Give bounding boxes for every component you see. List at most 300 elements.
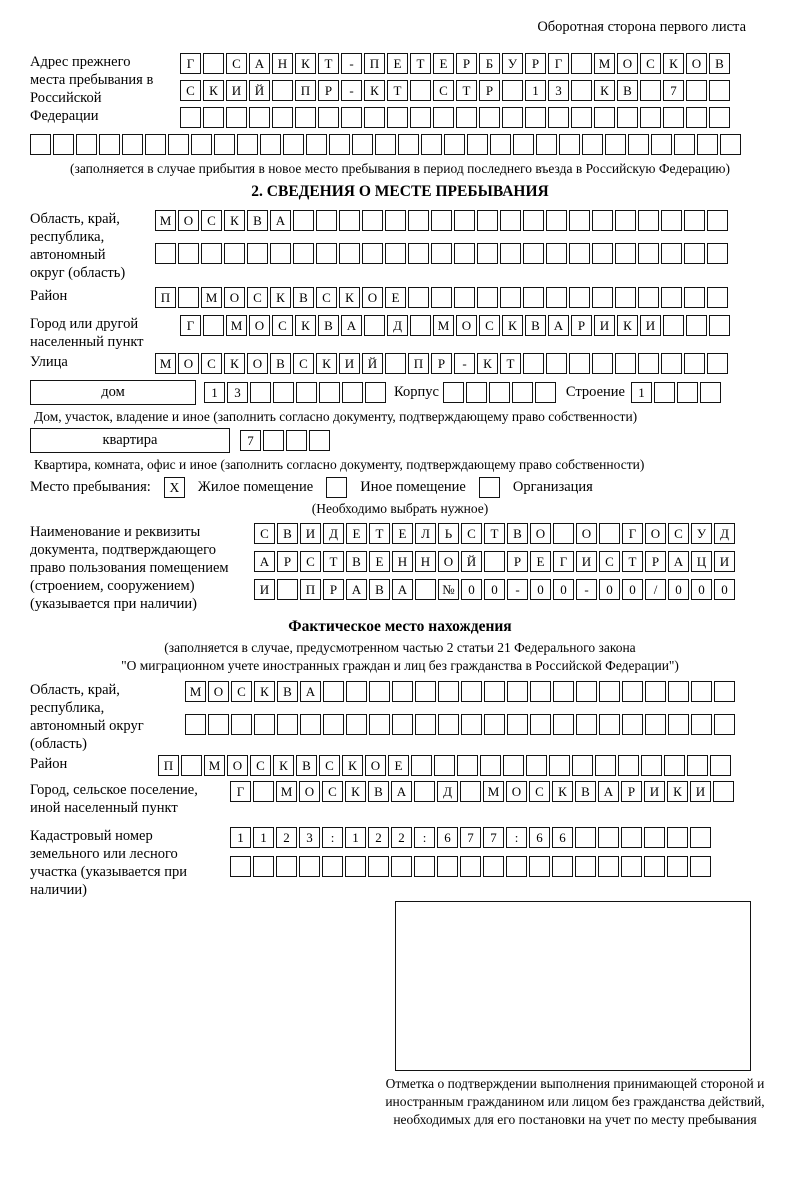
char-box: О — [686, 53, 707, 74]
char-box — [323, 681, 344, 702]
char-box: Р — [525, 53, 546, 74]
char-box: : — [506, 827, 527, 848]
char-box: Д — [323, 523, 344, 544]
char-box: С — [300, 551, 321, 572]
char-box — [431, 210, 452, 231]
char-box: Е — [369, 551, 390, 572]
char-box — [638, 243, 659, 264]
char-row — [230, 781, 734, 802]
char-box — [237, 134, 258, 155]
char-box — [408, 210, 429, 231]
char-box — [575, 827, 596, 848]
char-box: К — [270, 287, 291, 308]
char-box — [454, 243, 475, 264]
char-box — [582, 134, 603, 155]
char-box: О — [645, 523, 666, 544]
char-box — [214, 134, 235, 155]
char-box — [339, 210, 360, 231]
char-box — [546, 243, 567, 264]
char-box: П — [408, 353, 429, 374]
char-box — [530, 681, 551, 702]
city-field — [30, 315, 770, 351]
char-box: В — [369, 579, 390, 600]
char-box — [178, 287, 199, 308]
char-box — [391, 856, 412, 877]
option-other-premises-label: Иное помещение — [360, 479, 466, 495]
char-box: К — [273, 755, 294, 776]
char-box — [345, 856, 366, 877]
char-box — [638, 353, 659, 374]
char-box — [224, 243, 245, 264]
char-box — [684, 243, 705, 264]
char-box — [644, 856, 665, 877]
char-box — [546, 353, 567, 374]
char-box — [513, 134, 534, 155]
char-box — [460, 856, 481, 877]
char-box — [30, 134, 51, 155]
char-row — [155, 287, 728, 308]
char-box — [437, 856, 458, 877]
char-box: 6 — [552, 827, 573, 848]
char-box — [512, 382, 533, 403]
char-box: И — [300, 523, 321, 544]
char-box — [490, 134, 511, 155]
char-box: 2 — [391, 827, 412, 848]
char-box — [277, 714, 298, 735]
char-box — [410, 315, 431, 336]
char-box: М — [594, 53, 615, 74]
char-box — [484, 714, 505, 735]
char-box: Е — [392, 523, 413, 544]
char-box — [594, 107, 615, 128]
char-box: О — [247, 353, 268, 374]
char-box: 7 — [483, 827, 504, 848]
cadastre-rows — [230, 827, 711, 877]
char-box — [640, 80, 661, 101]
district-field — [30, 287, 770, 308]
char-box — [484, 551, 505, 572]
char-box: К — [552, 781, 573, 802]
char-box: У — [691, 523, 712, 544]
char-box — [392, 681, 413, 702]
char-box — [300, 714, 321, 735]
char-box: К — [477, 353, 498, 374]
option-residential-label: Жилое помещение — [197, 479, 314, 495]
char-box — [713, 781, 734, 802]
char-box — [411, 755, 432, 776]
actual-region-rows — [185, 681, 735, 735]
char-box: : — [414, 827, 435, 848]
char-box — [598, 827, 619, 848]
title-document-label: Наименование и реквизиты документа, подтверждающего право пользования помещением (строением, сооружением) (указывается при наличии) — [30, 524, 229, 612]
char-box: В — [368, 781, 389, 802]
char-box: 0 — [691, 579, 712, 600]
char-box — [569, 287, 590, 308]
char-box: 1 — [230, 827, 251, 848]
char-box — [684, 287, 705, 308]
char-box: М — [204, 755, 225, 776]
char-box: О — [456, 315, 477, 336]
char-box — [410, 80, 431, 101]
char-box — [569, 243, 590, 264]
char-box — [273, 382, 294, 403]
cadastre-field — [30, 827, 770, 899]
char-box — [316, 210, 337, 231]
char-box: О — [506, 781, 527, 802]
char-box — [283, 134, 304, 155]
char-box: Г — [548, 53, 569, 74]
char-row — [155, 243, 728, 264]
char-box: Р — [323, 579, 344, 600]
char-box — [286, 430, 307, 451]
char-box: 7 — [240, 430, 261, 451]
char-box — [454, 287, 475, 308]
char-box: С — [201, 353, 222, 374]
char-box — [622, 681, 643, 702]
char-box — [507, 714, 528, 735]
char-box — [230, 856, 251, 877]
char-box — [664, 755, 685, 776]
char-box — [479, 107, 500, 128]
char-box — [270, 243, 291, 264]
char-box: О — [299, 781, 320, 802]
char-box: С — [316, 287, 337, 308]
char-box: А — [548, 315, 569, 336]
char-box — [615, 243, 636, 264]
char-box: 3 — [548, 80, 569, 101]
char-box: О — [208, 681, 229, 702]
char-box — [398, 134, 419, 155]
cadastre-label: Кадастровый номер земельного или лесного участка (указывается при наличии) — [30, 828, 187, 898]
char-box: М — [201, 287, 222, 308]
char-box — [421, 134, 442, 155]
char-box — [507, 681, 528, 702]
char-box: И — [640, 315, 661, 336]
char-box — [438, 681, 459, 702]
char-box: О — [438, 551, 459, 572]
char-box: Г — [553, 551, 574, 572]
char-box: Т — [369, 523, 390, 544]
char-box: К — [339, 287, 360, 308]
char-box: И — [339, 353, 360, 374]
char-box: Е — [387, 53, 408, 74]
char-box — [599, 681, 620, 702]
char-box — [293, 243, 314, 264]
char-box: С — [529, 781, 550, 802]
char-box — [503, 755, 524, 776]
confirmation-stamp-area — [395, 901, 751, 1071]
char-box — [433, 107, 454, 128]
actual-region-field — [30, 681, 770, 753]
char-box: В — [318, 315, 339, 336]
char-box — [145, 134, 166, 155]
char-box: А — [270, 210, 291, 231]
char-box — [617, 107, 638, 128]
char-box — [385, 243, 406, 264]
char-box: С — [254, 523, 275, 544]
char-box: Т — [622, 551, 643, 572]
char-box — [546, 210, 567, 231]
char-box: Р — [621, 781, 642, 802]
stroenie-label: Строение — [565, 384, 625, 400]
char-box: В — [293, 287, 314, 308]
char-box — [249, 107, 270, 128]
char-box: С — [479, 315, 500, 336]
char-box — [686, 107, 707, 128]
char-box — [500, 287, 521, 308]
char-box — [598, 856, 619, 877]
char-box: Р — [507, 551, 528, 572]
char-box: Д — [714, 523, 735, 544]
char-box — [299, 856, 320, 877]
char-box — [500, 210, 521, 231]
char-box — [618, 755, 639, 776]
char-box: 0 — [599, 579, 620, 600]
char-box — [392, 714, 413, 735]
char-box: С — [247, 287, 268, 308]
char-box: А — [249, 53, 270, 74]
char-box — [690, 827, 711, 848]
char-box: И — [594, 315, 615, 336]
char-box — [277, 579, 298, 600]
char-box — [385, 353, 406, 374]
char-box — [385, 210, 406, 231]
char-box — [489, 382, 510, 403]
char-box: И — [644, 781, 665, 802]
char-box — [316, 243, 337, 264]
char-box — [203, 53, 224, 74]
char-box: В — [270, 353, 291, 374]
char-box: К — [364, 80, 385, 101]
char-box — [536, 134, 557, 155]
char-row — [230, 827, 711, 848]
char-box: К — [316, 353, 337, 374]
char-box — [408, 287, 429, 308]
char-box: А — [391, 781, 412, 802]
char-box — [523, 353, 544, 374]
char-box — [663, 315, 684, 336]
char-box: 3 — [227, 382, 248, 403]
char-box: В — [277, 681, 298, 702]
char-box — [661, 287, 682, 308]
char-box — [352, 134, 373, 155]
district-label: Район — [30, 288, 68, 304]
char-box — [709, 80, 730, 101]
char-box: 3 — [299, 827, 320, 848]
char-box — [571, 107, 592, 128]
char-box: О — [530, 523, 551, 544]
char-box: В — [277, 523, 298, 544]
char-box: 0 — [553, 579, 574, 600]
char-box: / — [645, 579, 666, 600]
char-box: Л — [415, 523, 436, 544]
char-box — [687, 755, 708, 776]
char-box: 2 — [276, 827, 297, 848]
char-box: С — [640, 53, 661, 74]
char-box — [709, 315, 730, 336]
char-row — [180, 53, 730, 74]
char-box — [605, 134, 626, 155]
char-box: К — [295, 53, 316, 74]
char-box — [615, 287, 636, 308]
char-box — [644, 827, 665, 848]
char-box — [720, 134, 741, 155]
char-box: О — [178, 353, 199, 374]
char-box — [415, 579, 436, 600]
stay-type-note: (Необходимо выбрать нужное) — [311, 501, 489, 516]
char-box: Н — [415, 551, 436, 572]
char-box — [641, 755, 662, 776]
char-box — [53, 134, 74, 155]
char-box: С — [250, 755, 271, 776]
actual-district-field — [30, 755, 770, 776]
char-box: А — [346, 579, 367, 600]
prev-address-note: (заполняется в случае прибытия в новое место пребывания в период последнего въезда в Российскую Федерацию) — [69, 161, 731, 176]
char-box: К — [203, 80, 224, 101]
char-box — [438, 714, 459, 735]
actual-location-note-line2: "О миграционном учете иностранных граждан и лиц без гражданства в Российской Федерации") — [121, 658, 679, 673]
char-box — [523, 210, 544, 231]
char-box: - — [454, 353, 475, 374]
char-box — [484, 681, 505, 702]
char-box: В — [617, 80, 638, 101]
char-box — [535, 382, 556, 403]
street-label: Улица — [30, 354, 68, 370]
char-box — [654, 382, 675, 403]
char-box: С — [272, 315, 293, 336]
char-box: Й — [249, 80, 270, 101]
char-box — [460, 781, 481, 802]
checkbox-other-premises — [326, 477, 347, 498]
char-box: А — [341, 315, 362, 336]
char-box — [414, 856, 435, 877]
char-box — [548, 107, 569, 128]
char-box: Г — [180, 315, 201, 336]
char-box: 0 — [668, 579, 689, 600]
region-field — [30, 210, 770, 282]
char-box — [322, 856, 343, 877]
char-box — [339, 243, 360, 264]
char-box — [530, 714, 551, 735]
char-box — [529, 856, 550, 877]
char-box — [457, 755, 478, 776]
char-box — [638, 210, 659, 231]
char-box: Т — [323, 551, 344, 572]
char-box: С — [322, 781, 343, 802]
char-box — [295, 107, 316, 128]
char-box — [208, 714, 229, 735]
char-box: 0 — [530, 579, 551, 600]
section2-title: 2. СВЕДЕНИЯ О МЕСТЕ ПРЕБЫВАНИЯ — [251, 183, 549, 200]
char-box — [408, 243, 429, 264]
char-box — [318, 107, 339, 128]
char-box — [622, 714, 643, 735]
region-label: Область, край, республика, автономный округ (область) — [30, 211, 126, 281]
char-row — [158, 755, 731, 776]
char-box: - — [576, 579, 597, 600]
char-box — [263, 430, 284, 451]
char-box — [191, 134, 212, 155]
char-box: Е — [346, 523, 367, 544]
char-box — [477, 243, 498, 264]
char-box — [686, 80, 707, 101]
char-box — [365, 382, 386, 403]
char-box — [525, 107, 546, 128]
char-box: Т — [500, 353, 521, 374]
char-box — [506, 856, 527, 877]
char-box — [707, 353, 728, 374]
char-box — [621, 856, 642, 877]
char-box: В — [709, 53, 730, 74]
char-box: Р — [318, 80, 339, 101]
char-box: С — [599, 551, 620, 572]
char-box — [710, 755, 731, 776]
char-box — [467, 134, 488, 155]
char-box — [368, 856, 389, 877]
char-box — [346, 681, 367, 702]
char-box: - — [341, 53, 362, 74]
char-box: К — [224, 353, 245, 374]
char-box: Р — [277, 551, 298, 572]
korpus-label: Корпус — [394, 384, 439, 400]
char-box: Ь — [438, 523, 459, 544]
char-row — [185, 714, 735, 735]
char-box — [709, 107, 730, 128]
char-box — [707, 210, 728, 231]
char-box — [410, 107, 431, 128]
char-box — [276, 856, 297, 877]
char-box: Д — [387, 315, 408, 336]
char-box — [691, 714, 712, 735]
char-box — [674, 134, 695, 155]
char-box — [364, 315, 385, 336]
char-box: Р — [571, 315, 592, 336]
char-box: 0 — [622, 579, 643, 600]
char-box: Р — [645, 551, 666, 572]
char-box: П — [155, 287, 176, 308]
char-box: С — [226, 53, 247, 74]
char-box: Е — [433, 53, 454, 74]
char-box: 1 — [525, 80, 546, 101]
char-box: С — [201, 210, 222, 231]
char-row — [180, 80, 730, 101]
char-box: И — [226, 80, 247, 101]
apartment-row — [30, 428, 770, 453]
char-box: Т — [456, 80, 477, 101]
char-box: М — [155, 210, 176, 231]
char-box — [549, 755, 570, 776]
char-box — [502, 107, 523, 128]
char-box — [615, 353, 636, 374]
char-box: - — [341, 80, 362, 101]
char-box — [483, 856, 504, 877]
prev-address-label: Адрес прежнего места пребывания в Российской Федерации — [30, 54, 154, 124]
char-box — [178, 243, 199, 264]
char-box: 6 — [529, 827, 550, 848]
char-box — [707, 287, 728, 308]
char-box — [714, 714, 735, 735]
street-field — [30, 353, 770, 374]
char-box — [296, 382, 317, 403]
char-box: М — [433, 315, 454, 336]
char-box — [571, 80, 592, 101]
char-box: 1 — [631, 382, 652, 403]
char-box: П — [300, 579, 321, 600]
char-box — [456, 107, 477, 128]
char-box — [690, 856, 711, 877]
char-box — [99, 134, 120, 155]
char-box: В — [575, 781, 596, 802]
